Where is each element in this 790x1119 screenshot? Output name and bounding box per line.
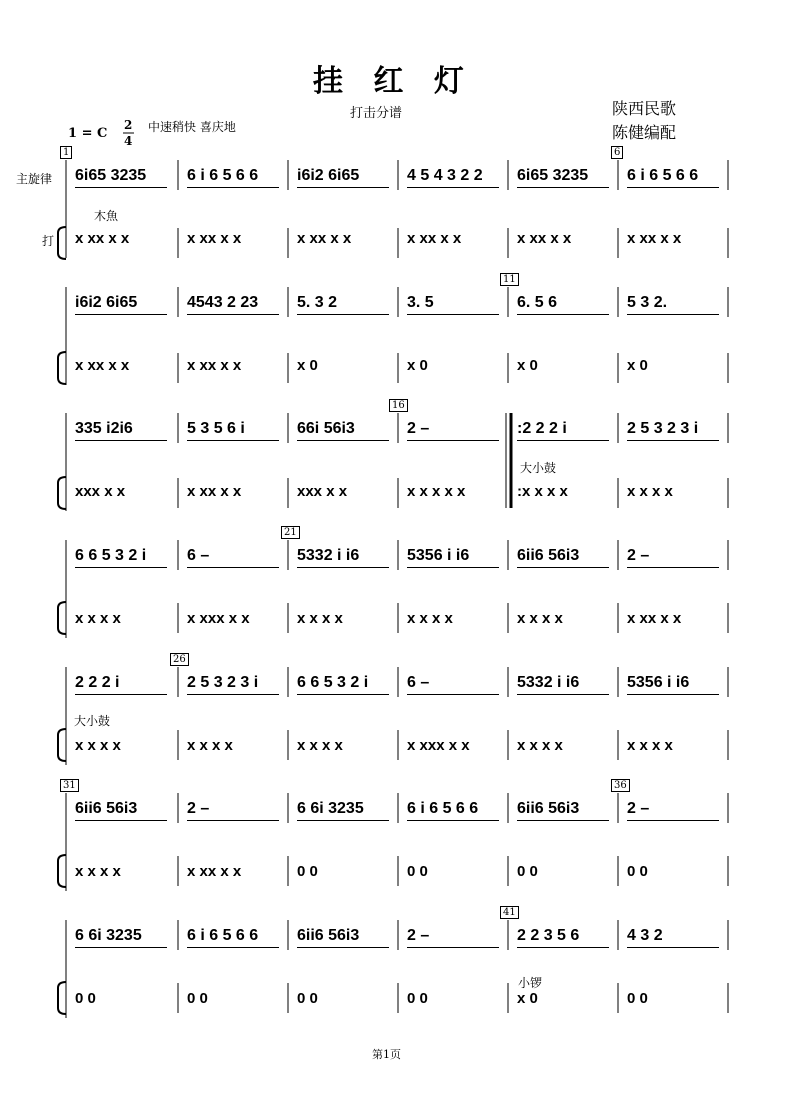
- melody-measure: 66i 56i3: [297, 420, 355, 437]
- melody-measure: 2 5 3 2 3 i: [187, 674, 259, 691]
- percussion-measure: x xx x x: [75, 357, 130, 374]
- melody-measure: 6 –: [407, 674, 430, 691]
- melody-measure: 5 3 5 6 i: [187, 420, 245, 437]
- percussion-measure: 0 0: [517, 863, 538, 880]
- percussion-measure: x x x x: [297, 737, 343, 754]
- percussion-measure: x xx x x: [75, 230, 130, 247]
- melody-measure: 6ii6 56i3: [75, 800, 138, 817]
- percussion-measure: xxx x x: [75, 483, 126, 500]
- beam-underline: [407, 947, 499, 948]
- beam-underline: [517, 820, 609, 821]
- percussion-measure: 0 0: [627, 990, 648, 1007]
- percussion-measure: 0 0: [75, 990, 96, 1007]
- beam-underline: [187, 187, 279, 188]
- melody-measure: 6i65 3235: [517, 167, 589, 184]
- tempo-marking: 中速稍快 喜庆地: [148, 120, 236, 134]
- beam-underline: [627, 694, 719, 695]
- origin-label: 陕西民歌: [612, 99, 677, 118]
- percussion-measure: x xx x x: [517, 230, 572, 247]
- percussion-measure: x x x x: [407, 610, 453, 627]
- percussion-measure: 0 0: [297, 863, 318, 880]
- measure-number: 16: [389, 399, 408, 412]
- beam-underline: [517, 694, 609, 695]
- beam-underline: [187, 694, 279, 695]
- beam-underline: [627, 314, 719, 315]
- melody-measure: i6i2 6i65: [75, 294, 138, 311]
- melody-measure: 5356 i i6: [407, 547, 470, 564]
- melody-measure: 6 i 6 5 6 6: [407, 800, 479, 817]
- percussion-measure: x x x x: [187, 737, 233, 754]
- beam-underline: [75, 694, 167, 695]
- beam-underline: [187, 314, 279, 315]
- melody-measure: 6 6i 3235: [297, 800, 364, 817]
- melody-measure: 2 –: [187, 800, 210, 817]
- percussion-measure: 0 0: [407, 990, 428, 1007]
- percussion-measure: x 0: [407, 357, 428, 374]
- melody-measure: 4 5 4 3 2 2: [407, 167, 483, 184]
- instrument-label-daxiaogu: 大小鼓: [74, 714, 111, 728]
- percussion-measure: x 0: [297, 357, 318, 374]
- percussion-part-label: 打: [42, 234, 55, 248]
- beam-underline: [75, 567, 167, 568]
- melody-measure: 6ii6 56i3: [297, 927, 360, 944]
- melody-measure: 3. 5: [407, 294, 434, 311]
- beam-underline: [75, 440, 167, 441]
- melody-measure: 2 5 3 2 3 i: [627, 420, 699, 437]
- melody-measure: :2 2 2 i: [517, 420, 567, 437]
- beam-underline: [407, 694, 499, 695]
- percussion-measure: x xx x x: [187, 483, 242, 500]
- percussion-measure: x xx x x: [187, 357, 242, 374]
- percussion-measure: x 0: [517, 357, 538, 374]
- beam-underline: [297, 440, 389, 441]
- percussion-measure: x xx x x: [187, 230, 242, 247]
- melody-measure: 6ii6 56i3: [517, 800, 580, 817]
- percussion-measure: x x x x: [297, 610, 343, 627]
- arranger-label: 陈健编配: [612, 123, 677, 142]
- measure-number: 26: [170, 653, 189, 666]
- beam-underline: [75, 187, 167, 188]
- melody-measure: 6 –: [187, 547, 210, 564]
- beam-underline: [407, 567, 499, 568]
- melody-measure: 6ii6 56i3: [517, 547, 580, 564]
- score-subtitle: 打击分谱: [350, 106, 403, 121]
- beam-underline: [407, 820, 499, 821]
- melody-measure: 6 i 6 5 6 6: [187, 927, 259, 944]
- beam-underline: [297, 947, 389, 948]
- melody-measure: 6 i 6 5 6 6: [627, 167, 699, 184]
- melody-measure: i6i2 6i65: [297, 167, 360, 184]
- melody-measure: 5332 i i6: [517, 674, 580, 691]
- percussion-measure: x xxx x x: [407, 737, 470, 754]
- measure-number: 1: [60, 146, 72, 159]
- beam-underline: [297, 187, 389, 188]
- melody-measure: 2 –: [627, 800, 650, 817]
- percussion-measure: x xx x x: [297, 230, 352, 247]
- percussion-measure: x x x x: [517, 737, 563, 754]
- time-numerator: 2: [124, 118, 133, 132]
- beam-underline: [407, 314, 499, 315]
- melody-measure: 5. 3 2: [297, 294, 338, 311]
- beam-underline: [75, 947, 167, 948]
- beam-underline: [407, 440, 499, 441]
- percussion-measure: x x x x: [517, 610, 563, 627]
- beam-underline: [187, 947, 279, 948]
- melody-measure: 6i65 3235: [75, 167, 147, 184]
- instrument-label-muyu: 木魚: [94, 209, 119, 223]
- melody-measure: 6 6 5 3 2 i: [297, 674, 369, 691]
- percussion-measure: :x x x x: [517, 483, 568, 500]
- key-signature: 1 = C: [68, 126, 108, 141]
- measure-number: 36: [611, 779, 630, 792]
- percussion-measure: xxx x x: [297, 483, 348, 500]
- melody-measure: 5332 i i6: [297, 547, 360, 564]
- beam-underline: [407, 187, 499, 188]
- measure-number: 6: [611, 146, 623, 159]
- percussion-measure: 0 0: [627, 863, 648, 880]
- beam-underline: [187, 440, 279, 441]
- percussion-measure: x x x x x: [407, 483, 466, 500]
- beam-underline: [627, 567, 719, 568]
- time-denominator: 4: [124, 134, 133, 148]
- percussion-measure: x xx x x: [627, 610, 682, 627]
- instrument-label-daxiaogu: 大小鼓: [520, 461, 557, 475]
- percussion-measure: 0 0: [407, 863, 428, 880]
- melody-measure: 5 3 2.: [627, 294, 668, 311]
- measure-number: 31: [60, 779, 79, 792]
- melody-measure: 2 2 2 i: [75, 674, 120, 691]
- beam-underline: [297, 567, 389, 568]
- melody-measure: 2 –: [407, 927, 430, 944]
- melody-measure: 6 i 6 5 6 6: [187, 167, 259, 184]
- measure-number: 11: [500, 273, 519, 286]
- beam-underline: [627, 440, 719, 441]
- measure-number: 21: [281, 526, 300, 539]
- beam-underline: [297, 694, 389, 695]
- melody-measure: 6. 5 6: [517, 294, 558, 311]
- percussion-measure: x 0: [627, 357, 648, 374]
- beam-underline: [517, 440, 609, 441]
- melody-measure: 2 –: [407, 420, 430, 437]
- melody-measure: 4543 2 23: [187, 294, 259, 311]
- percussion-measure: 0 0: [297, 990, 318, 1007]
- instrument-label-xiaoluo: 小锣: [518, 976, 543, 990]
- percussion-measure: x x x x: [75, 610, 121, 627]
- melody-part-label: 主旋律: [16, 172, 53, 186]
- beam-underline: [75, 820, 167, 821]
- percussion-measure: x xx x x: [187, 863, 242, 880]
- melody-measure: 2 –: [627, 547, 650, 564]
- beam-underline: [187, 820, 279, 821]
- percussion-measure: 0 0: [187, 990, 208, 1007]
- percussion-measure: x 0: [517, 990, 538, 1007]
- beam-underline: [517, 314, 609, 315]
- percussion-measure: x x x x: [627, 737, 673, 754]
- beam-underline: [627, 947, 719, 948]
- percussion-measure: x xx x x: [407, 230, 462, 247]
- melody-measure: 335 i2i6: [75, 420, 133, 437]
- melody-measure: 2 2 3 5 6: [517, 927, 580, 944]
- melody-measure: 5356 i i6: [627, 674, 690, 691]
- percussion-measure: x xx x x: [627, 230, 682, 247]
- percussion-measure: x x x x: [75, 863, 121, 880]
- page-number: 第1页: [372, 1048, 401, 1061]
- beam-underline: [627, 820, 719, 821]
- beam-underline: [517, 947, 609, 948]
- beam-underline: [517, 187, 609, 188]
- melody-measure: 6 6 5 3 2 i: [75, 547, 147, 564]
- measure-number: 41: [500, 906, 519, 919]
- beam-underline: [187, 567, 279, 568]
- beam-underline: [297, 820, 389, 821]
- beam-underline: [297, 314, 389, 315]
- score-title: 挂 红 灯: [313, 64, 474, 99]
- percussion-measure: x x x x: [627, 483, 673, 500]
- melody-measure: 6 6i 3235: [75, 927, 142, 944]
- melody-measure: 4 3 2: [627, 927, 663, 944]
- beam-underline: [75, 314, 167, 315]
- beam-underline: [627, 187, 719, 188]
- percussion-measure: x x x x: [75, 737, 121, 754]
- beam-underline: [517, 567, 609, 568]
- percussion-measure: x xxx x x: [187, 610, 250, 627]
